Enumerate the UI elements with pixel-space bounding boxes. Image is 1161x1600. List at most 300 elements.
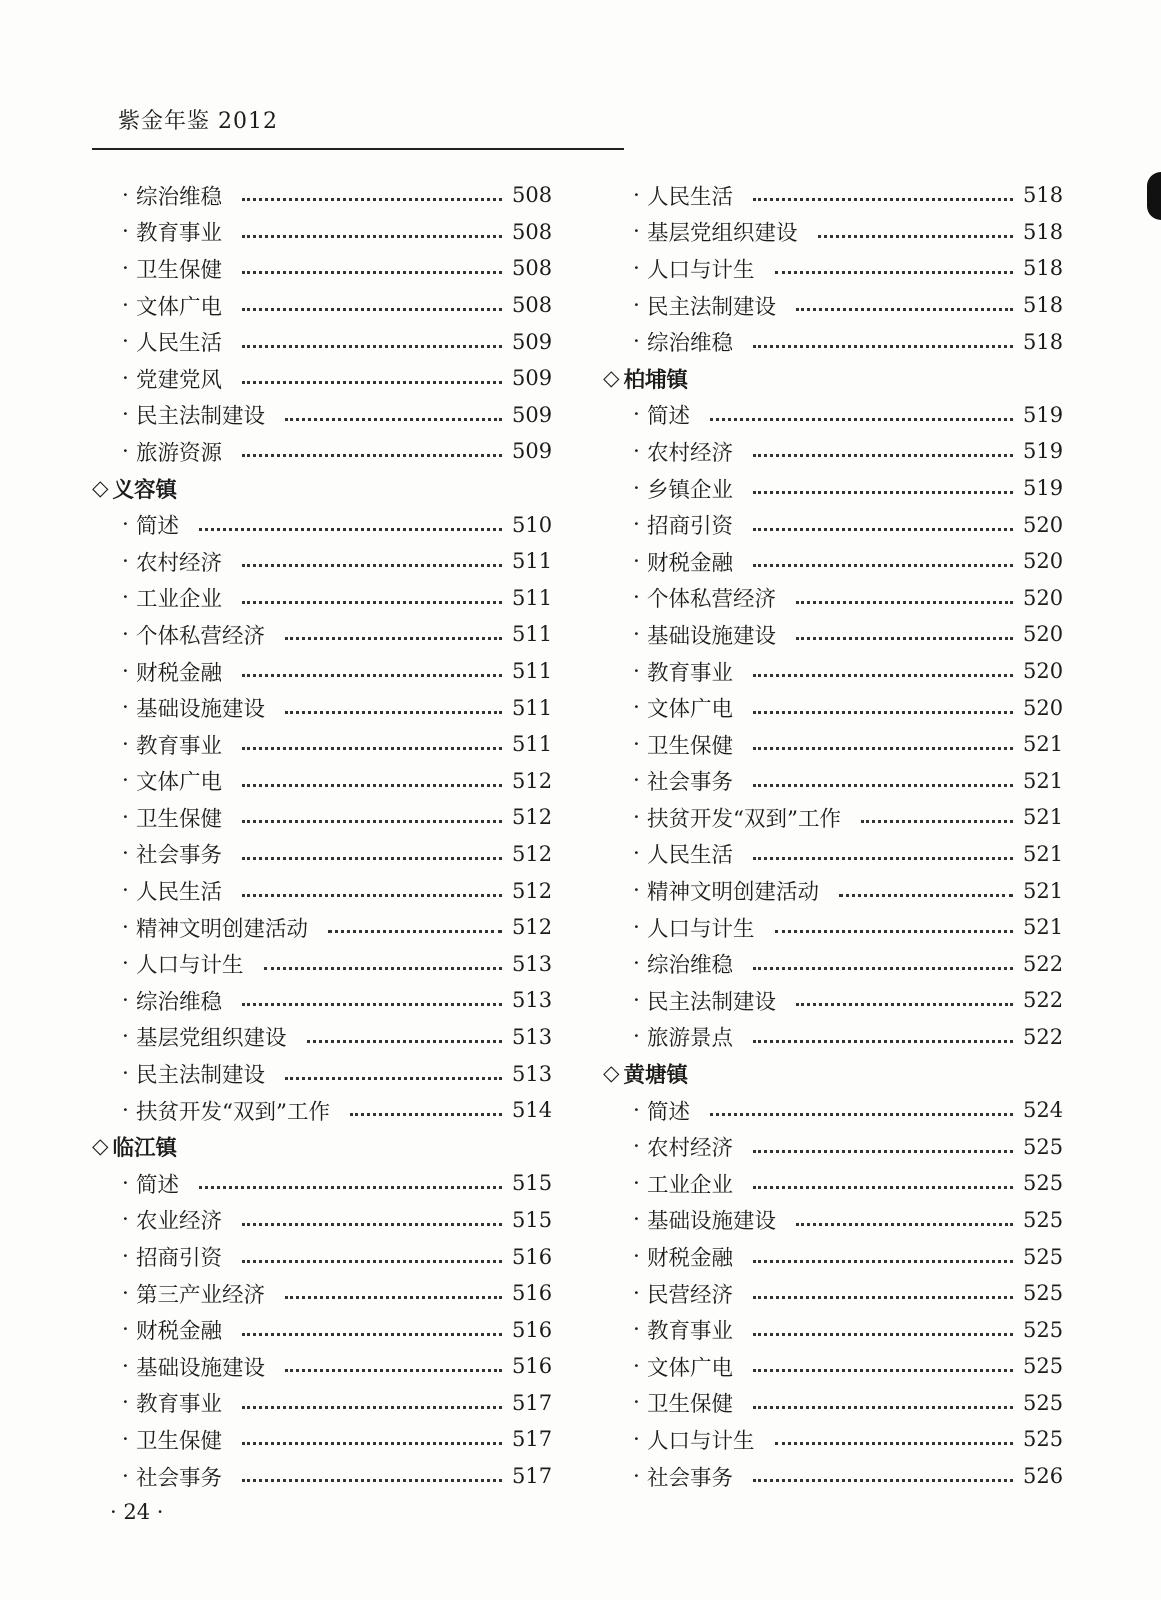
section-title: 临江镇 [112, 1136, 178, 1162]
entry-title: 社会事务 [647, 1465, 734, 1491]
entry-title: 人民生活 [647, 843, 734, 869]
entry-page-number: 525 [1023, 1134, 1064, 1159]
entry-page-number: 521 [1023, 805, 1064, 830]
toc-entry [603, 726, 1063, 763]
toc-entry [603, 1019, 1063, 1056]
dot-leader [307, 1039, 502, 1043]
entry-title: 文体广电 [136, 770, 223, 796]
dot-leader [753, 783, 1013, 787]
section-title: 黄塘镇 [623, 1063, 689, 1089]
entry-page-number: 512 [512, 878, 553, 903]
dot-leader [285, 1295, 502, 1299]
entry-title: 扶贫开发“双到”工作 [136, 1099, 330, 1125]
entry-page-number: 522 [1023, 988, 1064, 1013]
bullet-icon: · [633, 292, 640, 318]
entry-title: 简述 [647, 404, 691, 430]
entry-title: 党建党风 [136, 367, 223, 393]
entry-title: 精神文明创建活动 [136, 916, 309, 942]
entry-title: 基层党组织建设 [136, 1026, 287, 1052]
toc-section-heading [92, 470, 552, 507]
dot-leader [775, 929, 1013, 933]
toc-column-left [92, 177, 552, 1494]
entry-page-number: 520 [1023, 695, 1064, 720]
toc-entry [603, 1348, 1063, 1385]
entry-page-number: 526 [1023, 1464, 1064, 1489]
entry-page-number: 516 [512, 1244, 553, 1269]
dot-leader [242, 197, 502, 201]
entry-title: 人民生活 [136, 331, 223, 357]
bullet-icon: · [122, 841, 129, 867]
toc-entry [92, 250, 552, 287]
entry-page-number: 511 [512, 549, 553, 574]
dot-leader [242, 1441, 502, 1445]
bullet-icon: · [122, 1207, 129, 1233]
dot-leader [753, 966, 1013, 970]
entry-title: 扶贫开发“双到”工作 [647, 806, 841, 832]
bullet-icon: · [122, 182, 129, 208]
entry-title: 精神文明创建活动 [647, 880, 820, 906]
entry-page-number: 521 [1023, 878, 1064, 903]
dot-leader [753, 527, 1013, 531]
toc-entry [92, 836, 552, 873]
dot-leader [753, 746, 1013, 750]
entry-title: 民主法制建设 [647, 989, 777, 1015]
toc-entry [603, 250, 1063, 287]
toc-entry [92, 909, 552, 946]
toc-entry [603, 1092, 1063, 1129]
entry-page-number: 511 [512, 622, 553, 647]
entry-title: 卫生保健 [136, 257, 223, 283]
bullet-icon: · [633, 219, 640, 245]
bullet-icon: · [633, 438, 640, 464]
bullet-icon: · [122, 585, 129, 611]
toc-entry [92, 1275, 552, 1312]
bullet-icon: · [633, 1353, 640, 1379]
dot-leader [775, 1441, 1013, 1445]
dot-leader [285, 1368, 502, 1372]
entry-title: 工业企业 [136, 587, 223, 613]
section-title: 义容镇 [112, 477, 178, 503]
entry-title: 旅游景点 [647, 1026, 734, 1052]
toc-entry [603, 1458, 1063, 1495]
dot-leader [796, 1222, 1013, 1226]
entry-page-number: 517 [512, 1427, 553, 1452]
entry-page-number: 509 [512, 366, 553, 391]
entry-page-number: 521 [1023, 768, 1064, 793]
scan-edge-mark [1147, 172, 1161, 220]
toc-entry [603, 397, 1063, 434]
entry-page-number: 522 [1023, 951, 1064, 976]
entry-title: 人民生活 [647, 184, 734, 210]
bullet-icon: · [633, 1390, 640, 1416]
entry-page-number: 520 [1023, 549, 1064, 574]
dot-leader [796, 600, 1013, 604]
toc-entry [92, 433, 552, 470]
entry-page-number: 513 [512, 1061, 553, 1086]
dot-leader [753, 453, 1013, 457]
bullet-icon: · [122, 951, 129, 977]
entry-title: 卫生保健 [647, 1392, 734, 1418]
toc-column-right [603, 177, 1063, 1494]
entry-page-number: 521 [1023, 915, 1064, 940]
bullet-icon: · [122, 804, 129, 830]
toc-entry [92, 214, 552, 251]
entry-page-number: 525 [1023, 1427, 1064, 1452]
dot-leader [242, 344, 502, 348]
dot-leader [242, 1259, 502, 1263]
bullet-icon: · [122, 292, 129, 318]
toc-entry [92, 287, 552, 324]
toc-entry [92, 653, 552, 690]
toc-entry [603, 616, 1063, 653]
entry-page-number: 518 [1023, 256, 1064, 281]
toc-entry [603, 872, 1063, 909]
entry-page-number: 520 [1023, 622, 1064, 647]
entry-page-number: 517 [512, 1464, 553, 1489]
entry-page-number: 509 [512, 439, 553, 464]
entry-title: 简述 [136, 1172, 180, 1198]
entry-page-number: 516 [512, 1354, 553, 1379]
dot-leader [775, 270, 1013, 274]
bullet-icon: · [633, 841, 640, 867]
toc-entry [92, 872, 552, 909]
section-diamond-icon: ◇ [92, 1134, 109, 1160]
page-number: · 24 · [110, 1500, 164, 1524]
bullet-icon: · [633, 1024, 640, 1050]
entry-title: 综治维稳 [647, 331, 734, 357]
entry-page-number: 514 [512, 1098, 553, 1123]
entry-page-number: 525 [1023, 1171, 1064, 1196]
dot-leader [753, 673, 1013, 677]
bullet-icon: · [633, 1463, 640, 1489]
bullet-icon: · [633, 255, 640, 281]
bullet-icon: · [122, 329, 129, 355]
entry-title: 民主法制建设 [136, 1063, 266, 1089]
dot-leader [199, 527, 502, 531]
bullet-icon: · [633, 804, 640, 830]
bullet-icon: · [633, 768, 640, 794]
dot-leader [242, 563, 502, 567]
entry-title: 综治维稳 [136, 184, 223, 210]
dot-leader [753, 1039, 1013, 1043]
bullet-icon: · [122, 1024, 129, 1050]
toc-entry [603, 982, 1063, 1019]
entry-page-number: 510 [512, 512, 553, 537]
toc-entry [92, 1385, 552, 1422]
bullet-icon: · [633, 548, 640, 574]
bullet-icon: · [122, 731, 129, 757]
toc-entry [92, 177, 552, 214]
entry-title: 卫生保健 [136, 1428, 223, 1454]
entry-title: 民主法制建设 [136, 404, 266, 430]
bullet-icon: · [122, 1097, 129, 1123]
dot-leader [839, 893, 1013, 897]
entry-page-number: 520 [1023, 659, 1064, 684]
toc-entry [603, 214, 1063, 251]
toc-entry [92, 1019, 552, 1056]
entry-page-number: 525 [1023, 1354, 1064, 1379]
bullet-icon: · [122, 1317, 129, 1343]
dot-leader [242, 783, 502, 787]
bullet-icon: · [633, 695, 640, 721]
dot-leader [285, 636, 502, 640]
bullet-icon: · [633, 1170, 640, 1196]
entry-page-number: 508 [512, 219, 553, 244]
bullet-icon: · [122, 438, 129, 464]
bullet-icon: · [122, 512, 129, 538]
bullet-icon: · [633, 402, 640, 428]
toc-entry [603, 1421, 1063, 1458]
entry-page-number: 520 [1023, 512, 1064, 537]
entry-page-number: 513 [512, 988, 553, 1013]
dot-leader [242, 1405, 502, 1409]
dot-leader [753, 856, 1013, 860]
bullet-icon: · [122, 219, 129, 245]
dot-leader [242, 856, 502, 860]
entry-page-number: 518 [1023, 183, 1064, 208]
running-header: 紫金年鉴 2012 [118, 109, 278, 134]
entry-page-number: 524 [1023, 1098, 1064, 1123]
bullet-icon: · [633, 1244, 640, 1270]
entry-page-number: 511 [512, 695, 553, 720]
entry-title: 人口与计生 [136, 953, 244, 979]
entry-page-number: 512 [512, 841, 553, 866]
bullet-icon: · [122, 255, 129, 281]
toc-entry [92, 1202, 552, 1239]
entry-title: 教育事业 [647, 660, 734, 686]
bullet-icon: · [633, 1280, 640, 1306]
entry-title: 财税金融 [136, 660, 223, 686]
entry-title: 社会事务 [136, 1465, 223, 1491]
entry-title: 基础设施建设 [136, 1355, 266, 1381]
entry-page-number: 511 [512, 585, 553, 610]
dot-leader [242, 1332, 502, 1336]
entry-title: 社会事务 [136, 843, 223, 869]
dot-leader [242, 1002, 502, 1006]
toc-section-heading [92, 1128, 552, 1165]
dot-leader [753, 1478, 1013, 1482]
toc-entry [603, 1202, 1063, 1239]
entry-page-number: 525 [1023, 1244, 1064, 1269]
bullet-icon: · [633, 621, 640, 647]
entry-title: 个体私营经济 [136, 623, 266, 649]
bullet-icon: · [633, 878, 640, 904]
entry-title: 卫生保健 [647, 733, 734, 759]
bullet-icon: · [633, 731, 640, 757]
toc-entry [603, 836, 1063, 873]
bullet-icon: · [633, 329, 640, 355]
bullet-icon: · [122, 621, 129, 647]
toc-entry [603, 689, 1063, 726]
entry-title: 民营经济 [647, 1282, 734, 1308]
section-diamond-icon: ◇ [92, 475, 109, 501]
entry-title: 教育事业 [647, 1319, 734, 1345]
dot-leader [818, 234, 1013, 238]
entry-title: 综治维稳 [647, 953, 734, 979]
entry-page-number: 508 [512, 183, 553, 208]
entry-title: 综治维稳 [136, 989, 223, 1015]
bullet-icon: · [633, 914, 640, 940]
bullet-icon: · [122, 1170, 129, 1196]
dot-leader [242, 746, 502, 750]
dot-leader [242, 307, 502, 311]
entry-page-number: 522 [1023, 1024, 1064, 1049]
toc-entry [92, 763, 552, 800]
bullet-icon: · [633, 1207, 640, 1233]
entry-page-number: 521 [1023, 732, 1064, 757]
entry-page-number: 516 [512, 1281, 553, 1306]
toc-entry [92, 1348, 552, 1385]
toc-entry [603, 1311, 1063, 1348]
bullet-icon: · [122, 914, 129, 940]
entry-title: 财税金融 [647, 1246, 734, 1272]
entry-title: 招商引资 [136, 1246, 223, 1272]
entry-page-number: 518 [1023, 219, 1064, 244]
bullet-icon: · [633, 1134, 640, 1160]
toc-entry [603, 1275, 1063, 1312]
dot-leader [242, 1478, 502, 1482]
dot-leader [264, 966, 502, 970]
entry-page-number: 512 [512, 805, 553, 830]
dot-leader [350, 1112, 502, 1116]
entry-title: 招商引资 [647, 514, 734, 540]
entry-title: 人口与计生 [647, 257, 755, 283]
dot-leader [753, 1185, 1013, 1189]
bullet-icon: · [122, 1353, 129, 1379]
entry-title: 基础设施建设 [647, 623, 777, 649]
toc-entry [603, 653, 1063, 690]
entry-page-number: 512 [512, 915, 553, 940]
bullet-icon: · [122, 695, 129, 721]
bullet-icon: · [122, 402, 129, 428]
toc-entry [603, 287, 1063, 324]
entry-title: 卫生保健 [136, 806, 223, 832]
bullet-icon: · [122, 1244, 129, 1270]
dot-leader [796, 636, 1013, 640]
entry-page-number: 516 [512, 1317, 553, 1342]
dot-leader [242, 673, 502, 677]
bullet-icon: · [633, 1317, 640, 1343]
dot-leader [242, 270, 502, 274]
bullet-icon: · [122, 1426, 129, 1452]
toc-entry [603, 506, 1063, 543]
bullet-icon: · [122, 768, 129, 794]
toc-entry [92, 1421, 552, 1458]
entry-title: 文体广电 [136, 294, 223, 320]
dot-leader [242, 893, 502, 897]
toc-section-heading [603, 1055, 1063, 1092]
bullet-icon: · [633, 987, 640, 1013]
entry-title: 民主法制建设 [647, 294, 777, 320]
dot-leader [753, 1368, 1013, 1372]
bullet-icon: · [122, 878, 129, 904]
dot-leader [242, 453, 502, 457]
entry-title: 人口与计生 [647, 916, 755, 942]
entry-title: 第三产业经济 [136, 1282, 266, 1308]
entry-page-number: 518 [1023, 293, 1064, 318]
entry-page-number: 519 [1023, 476, 1064, 501]
toc-entry [92, 1092, 552, 1129]
entry-title: 农村经济 [647, 1136, 734, 1162]
entry-page-number: 515 [512, 1207, 553, 1232]
entry-page-number: 525 [1023, 1317, 1064, 1342]
entry-title: 教育事业 [136, 221, 223, 247]
toc-entry [603, 1385, 1063, 1422]
bullet-icon: · [633, 1097, 640, 1123]
dot-leader [753, 1405, 1013, 1409]
entry-page-number: 525 [1023, 1207, 1064, 1232]
dot-leader [753, 344, 1013, 348]
entry-title: 文体广电 [647, 1355, 734, 1381]
bullet-icon: · [122, 1463, 129, 1489]
entry-title: 工业企业 [647, 1172, 734, 1198]
entry-page-number: 515 [512, 1171, 553, 1196]
entry-title: 基层党组织建设 [647, 221, 798, 247]
dot-leader [753, 563, 1013, 567]
entry-title: 人口与计生 [647, 1428, 755, 1454]
entry-title: 基础设施建设 [136, 697, 266, 723]
section-title: 柏埔镇 [623, 367, 689, 393]
entry-title: 基础设施建设 [647, 1209, 777, 1235]
bullet-icon: · [122, 1280, 129, 1306]
bullet-icon: · [633, 1426, 640, 1452]
toc-entry [92, 945, 552, 982]
dot-leader [753, 1295, 1013, 1299]
toc-entry [92, 1055, 552, 1092]
toc-entry [92, 1311, 552, 1348]
toc-entry [603, 1128, 1063, 1165]
entry-page-number: 519 [1023, 439, 1064, 464]
section-diamond-icon: ◇ [603, 365, 620, 391]
entry-title: 乡镇企业 [647, 477, 734, 503]
toc-entry [92, 982, 552, 1019]
dot-leader [328, 929, 502, 933]
toc-entry [92, 616, 552, 653]
entry-title: 文体广电 [647, 697, 734, 723]
dot-leader [285, 710, 502, 714]
dot-leader [753, 1332, 1013, 1336]
entry-title: 社会事务 [647, 770, 734, 796]
entry-page-number: 508 [512, 293, 553, 318]
dot-leader [753, 490, 1013, 494]
bullet-icon: · [122, 548, 129, 574]
dot-leader [242, 600, 502, 604]
bullet-icon: · [633, 951, 640, 977]
toc-entry [92, 726, 552, 763]
dot-leader [753, 197, 1013, 201]
dot-leader [285, 1076, 502, 1080]
toc-entry [92, 580, 552, 617]
bullet-icon: · [633, 182, 640, 208]
dot-leader [242, 234, 502, 238]
dot-leader [199, 1185, 502, 1189]
toc-entry [92, 1165, 552, 1202]
header-rule [92, 148, 624, 150]
dot-leader [710, 1112, 1013, 1116]
entry-page-number: 512 [512, 768, 553, 793]
dot-leader [285, 417, 502, 421]
toc-entry [603, 433, 1063, 470]
entry-title: 教育事业 [136, 1392, 223, 1418]
bullet-icon: · [122, 1061, 129, 1087]
toc-entry [603, 945, 1063, 982]
toc-entry [92, 397, 552, 434]
dot-leader [796, 307, 1013, 311]
entry-page-number: 513 [512, 1024, 553, 1049]
entry-title: 旅游资源 [136, 440, 223, 466]
toc-entry [603, 1238, 1063, 1275]
dot-leader [242, 819, 502, 823]
